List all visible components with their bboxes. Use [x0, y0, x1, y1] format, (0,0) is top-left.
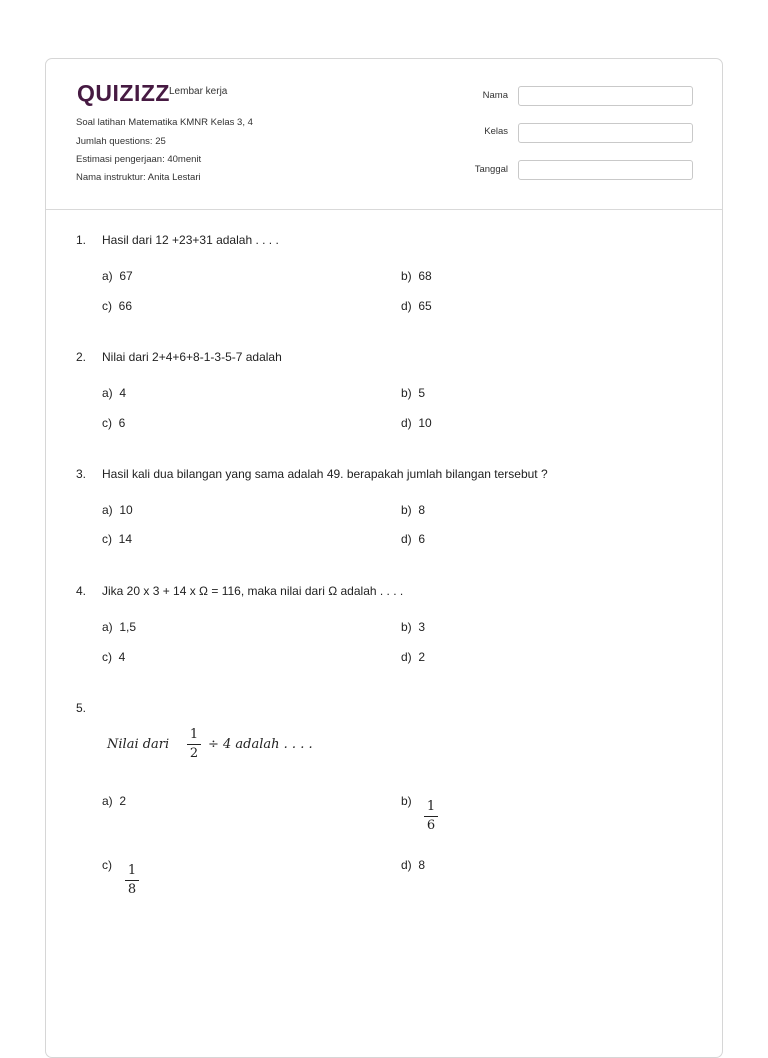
- class-field-label: Kelas: [484, 126, 508, 137]
- option-5c: c): [102, 858, 112, 872]
- question-5-math: [107, 737, 169, 752]
- name-field[interactable]: [518, 86, 693, 106]
- question-text: Hasil dari 12 +23+31 adalah . . . .: [102, 233, 279, 247]
- option-5b: b): [401, 794, 412, 808]
- option-4b: b) 3: [401, 620, 426, 634]
- question-5-math-after: [208, 737, 313, 752]
- option-1b: b) 68: [401, 269, 432, 283]
- question-number: 2.: [76, 350, 87, 364]
- option-4a: a) 1,5: [102, 620, 137, 634]
- name-field-label: Nama: [482, 90, 508, 101]
- option-4c: c) 4: [102, 650, 126, 664]
- math-text-before: Nilai dari: [107, 737, 170, 752]
- question-number: 3.: [76, 467, 87, 481]
- question-number: 1.: [76, 233, 87, 247]
- question-number: 4.: [76, 584, 87, 598]
- option-1d: d) 65: [401, 299, 432, 313]
- option-3c: c) 14: [102, 532, 133, 546]
- fraction-one-sixth: 1 6: [424, 799, 438, 834]
- worksheet-type-label: Lembar kerja: [169, 86, 228, 97]
- option-3d: d) 6: [401, 532, 426, 546]
- worksheet-header: [46, 59, 722, 210]
- worksheet-page: [45, 58, 723, 1058]
- option-3b: b) 8: [401, 503, 426, 517]
- date-field[interactable]: [518, 160, 693, 180]
- option-5a: a) 2: [102, 794, 127, 808]
- meta-estimated-time: Estimasi pengerjaan: 40menit: [76, 154, 202, 165]
- option-5d: d) 8: [401, 858, 426, 872]
- option-4d: d) 2: [401, 650, 426, 664]
- question-number: 5.: [76, 701, 87, 715]
- class-field[interactable]: [518, 123, 693, 143]
- option-3a: a) 10: [102, 503, 133, 517]
- question-text: Jika 20 x 3 + 14 x Ω = 116, maka nilai dari Ω adalah . . . .: [102, 584, 404, 598]
- date-field-label: Tanggal: [474, 164, 508, 175]
- question-text: Hasil kali dua bilangan yang sama adalah 49. berapakah jumlah bilangan tersebut ?: [102, 467, 548, 481]
- option-2b: b) 5: [401, 386, 426, 400]
- math-text-after: ÷ 4 adalah . . . .: [208, 737, 313, 752]
- fraction-one-eighth: 1 8: [125, 863, 139, 898]
- option-1c: c) 66: [102, 299, 133, 313]
- question-text: Nilai dari 2+4+6+8-1-3-5-7 adalah: [102, 350, 282, 364]
- option-2d: d) 10: [401, 416, 432, 430]
- option-1a: a) 67: [102, 269, 133, 283]
- option-2a: a) 4: [102, 386, 127, 400]
- meta-title: Soal latihan Matematika KMNR Kelas 3, 4: [76, 117, 253, 128]
- option-2c: c) 6: [102, 416, 126, 430]
- meta-instructor: Nama instruktur: Anita Lestari: [76, 172, 201, 183]
- quizizz-logo: QUIZIZZ: [77, 80, 170, 106]
- fraction-one-half: 1 2: [187, 727, 201, 762]
- meta-question-count: Jumlah questions: 25: [76, 136, 166, 147]
